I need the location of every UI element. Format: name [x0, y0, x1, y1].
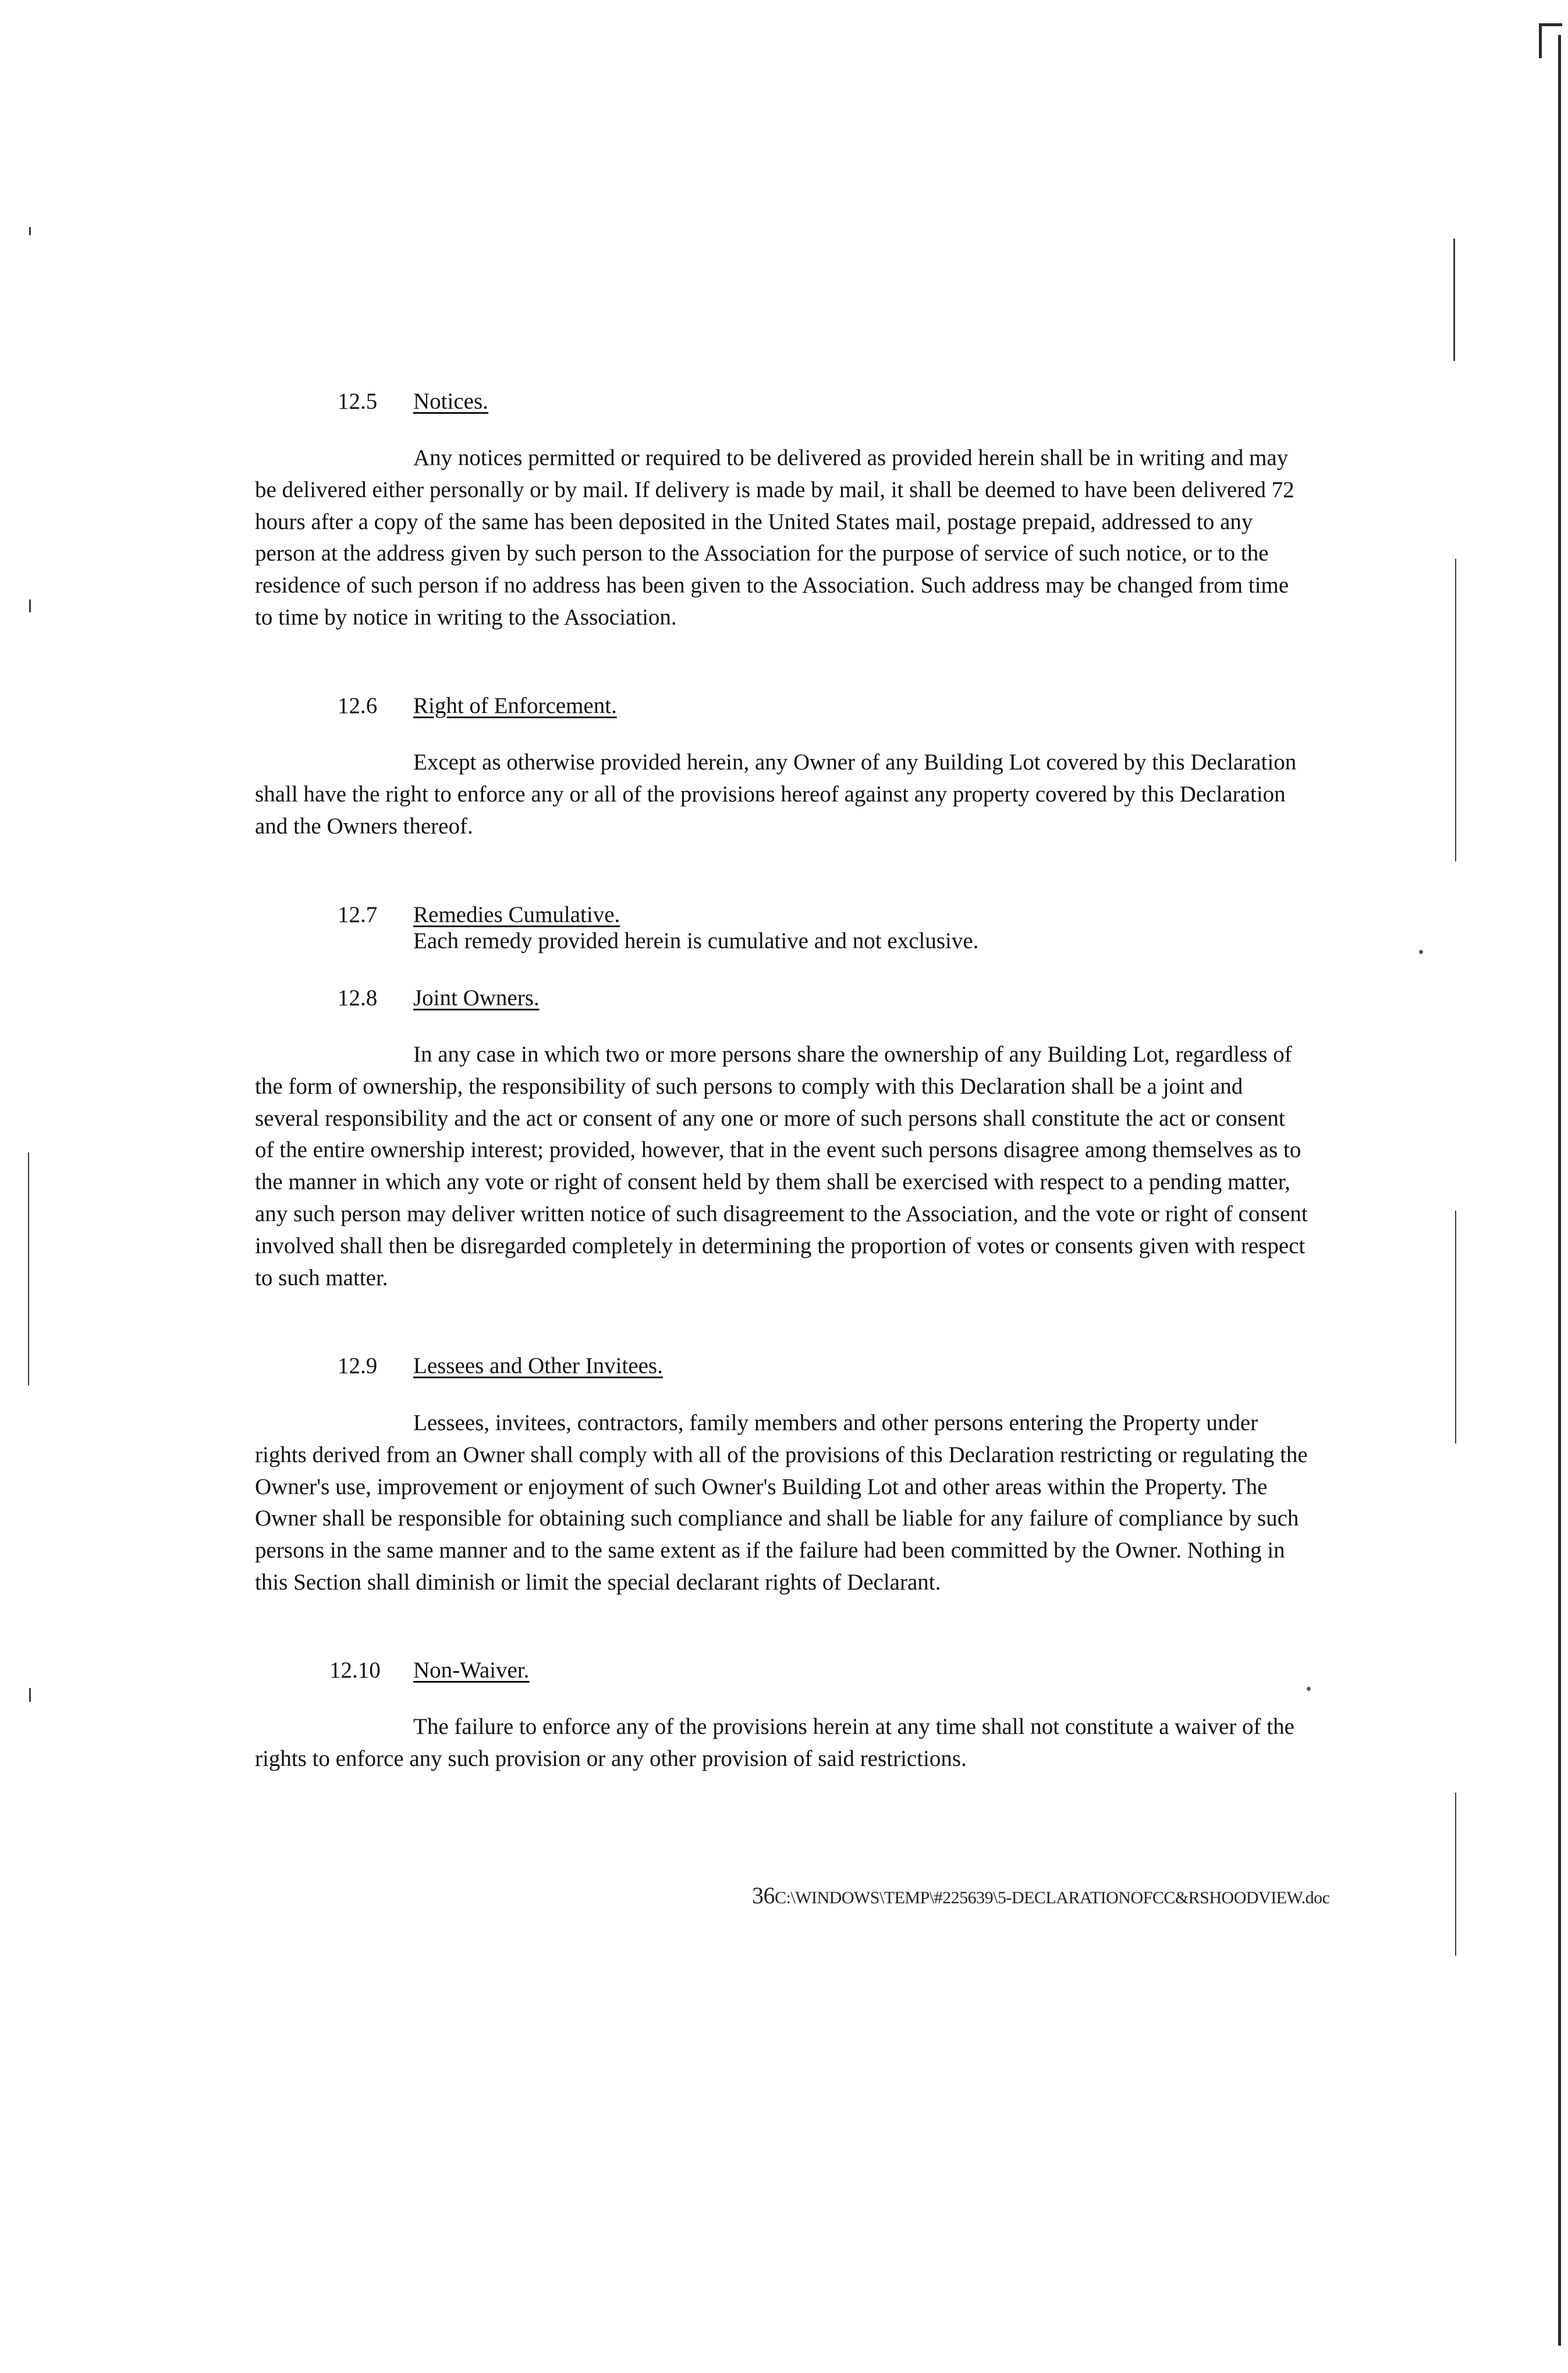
section-heading-notices	[255, 386, 1308, 421]
scan-mark	[29, 600, 31, 612]
section-heading-right-of-enforcement	[255, 690, 1308, 725]
scan-mark	[29, 1688, 31, 1702]
section-title: Joint Owners.	[413, 985, 540, 1010]
page-number: 36	[752, 1882, 775, 1909]
scan-mark	[1455, 1793, 1456, 1956]
section-heading-non-waiver	[255, 1655, 1308, 1690]
section-paragraph-remedies-cumulative: Each remedy provided herein is cumulative and not exclusive.	[413, 928, 979, 953]
section-number: 12.8	[338, 985, 378, 1010]
section-paragraph-right-of-enforcement: Except as otherwise provided herein, any Owner of any Building Lot covered by this Declaration shall have the right to enforce any or all of the provisions hereof against any property covered by this Declaration and the Owners thereof.	[255, 750, 1297, 839]
document-path: C:\WINDOWS\TEMP\#225639\5-DECLARATIONOFCC&RSHOODVIEW.doc	[775, 1888, 1330, 1907]
scan-edge-right	[1558, 35, 1561, 2346]
section-title: Non-Waiver.	[413, 1658, 530, 1683]
scan-mark	[1455, 559, 1456, 861]
section-title: Lessees and Other Invitees.	[413, 1353, 663, 1378]
section-number: 12.10	[329, 1658, 381, 1683]
section-heading-lessees-and-other-invitees	[255, 1350, 1308, 1385]
scan-mark	[28, 1152, 29, 1385]
scan-mark	[1455, 1211, 1456, 1443]
section-title: Remedies Cumulative.	[413, 902, 620, 927]
section-number: 12.7	[338, 902, 378, 927]
section-number: 12.6	[338, 693, 378, 718]
section-title: Notices.	[413, 389, 488, 414]
scan-speck	[1419, 950, 1423, 954]
page-footer	[752, 1882, 1329, 1909]
section-number: 12.5	[338, 389, 378, 414]
section-title: Right of Enforcement.	[413, 693, 617, 718]
section-number: 12.9	[338, 1353, 378, 1378]
scan-mark	[1453, 239, 1455, 361]
scan-mark	[29, 227, 31, 235]
section-heading-joint-owners	[255, 982, 1308, 1017]
section-paragraph-non-waiver: The failure to enforce any of the provisions herein at any time shall not constitute a waiver of the rights to enforce any such provision or any other provision of said restrictions.	[255, 1714, 1294, 1771]
section-paragraph-joint-owners: In any case in which two or more persons share the ownership of any Building Lot, regardless of the form of ownership, the responsibility of such persons to comply with this Declaration shall be a joint and several responsibility and the act or consent of any one or more of such persons shall constitute the act or consent of the entire ownership interest; provided, however, that in the event such persons disagree among themselves as to the manner in which any vote or right of consent held by them shall be exercised with respect to a pending matter, any such person may deliver written notice of such disagreement to the Association, and the vote or right of consent involved shall then be disregarded completely in determining the proportion of votes or consents given with respect to such matter.	[255, 1042, 1308, 1290]
section-paragraph-lessees-and-other-invitees: Lessees, invitees, contractors, family members and other persons entering the Property under rights derived from an Owner shall comply with all of the provisions of this Declaration restricting or regulating the Owner's use, improvement or enjoyment of such Owner's Building Lot and other areas within the Property. The Owner shall be responsible for obtaining such compliance and shall be liable for any failure of compliance by such persons in the same manner and to the same extent as if the failure had been committed by the Owner. Nothing in this Section shall diminish or limit the special declarant rights of Declarant.	[255, 1410, 1308, 1595]
section-paragraph-notices: Any notices permitted or required to be delivered as provided herein shall be in writing and may be delivered either personally or by mail. If delivery is made by mail, it shall be deemed to have been delivered 72 hours after a copy of the same has been deposited in the United States mail, postage prepaid, addressed to any person at the address given by such person to the Association for the purpose of service of such notice, or to the residence of such person if no address has been given to the Association. Such address may be changed from time to time by notice in writing to the Association.	[255, 445, 1294, 630]
